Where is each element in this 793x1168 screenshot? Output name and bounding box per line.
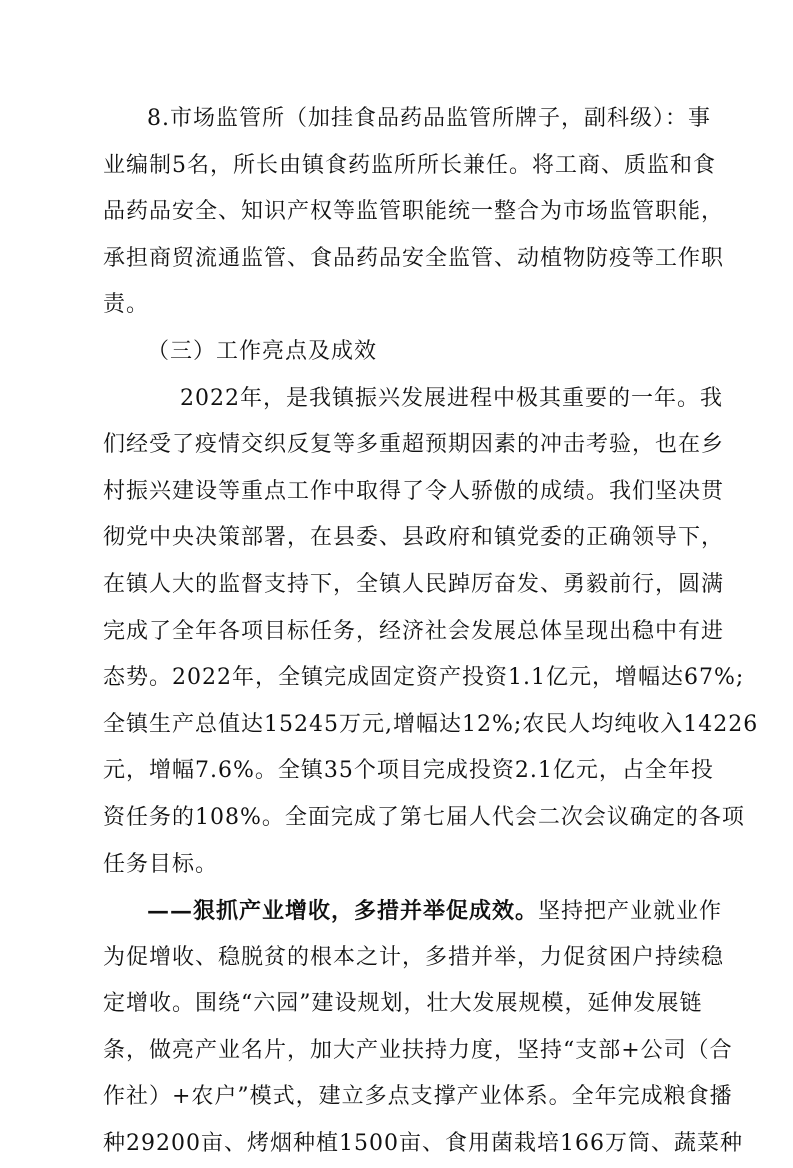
industry-line-1 <box>103 888 723 935</box>
industry-line-6: 种29200亩、烤烟种植1500亩、食用菌栽培166万筒、蔬菜种 <box>103 1131 743 1157</box>
summary-line-1: 2022年，是我镇振兴发展进程中极其重要的一年。我 <box>180 385 723 411</box>
summary-line-9: 元，增幅7.6%。全镇35个项目完成投资2.1亿元，占全年投 <box>103 758 714 784</box>
section8-line-1: 8.市场监管所（加挂食品药品监管所牌子，副科级）：事 <box>147 106 711 131</box>
industry-line-4: 条，做亮产业名片，加大产业扶持力度，坚持“支部+公司（合 <box>103 1037 733 1063</box>
industry-heading: ——狠抓产业增收，多措并举促成效。 <box>147 898 539 925</box>
summary-line-11: 任务目标。 <box>103 851 219 877</box>
summary-line-3: 村振兴建设等重点工作中取得了令人骄傲的成绩。我们坚决贯 <box>103 478 725 504</box>
summary-line-10: 资任务的108%。全面完成了第七届人代会二次会议确定的各项 <box>103 804 745 830</box>
industry-line-3: 定增收。围绕“六园”建设规划，壮大发展规模，延伸发展链 <box>103 991 703 1017</box>
summary-line-2: 们经受了疫情交织反复等多重超预期因素的冲击考验，也在乡 <box>103 432 725 458</box>
summary-line-6: 完成了全年各项目标任务，经济社会发展总体呈现出稳中有进 <box>103 618 725 644</box>
section8-line-5: 责。 <box>103 292 150 318</box>
summary-line-7: 态势。2022年，全镇完成固定资产投资1.1亿元，增幅达67%; <box>103 665 745 691</box>
section8-line-2: 业编制5名，所长由镇食药监所所长兼任。将工商、质监和食 <box>103 152 716 178</box>
summary-line-5: 在镇人大的监督支持下，全镇人民踔厉奋发、勇毅前行，圆满 <box>103 571 725 597</box>
summary-line-4: 彻党中央决策部署，在县委、县政府和镇党委的正确领导下， <box>103 525 725 551</box>
document-page <box>103 96 759 1168</box>
summary-line-8: 全镇生产总值达15245万元,增幅达12%;农民人均纯收入14226 <box>103 711 759 737</box>
industry-line-2: 为促增收、稳脱贫的根本之计，多措并举，力促贫困户持续稳 <box>103 944 725 970</box>
industry-line-5: 作社）+农户”模式，建立多点支撑产业体系。全年完成粮食播 <box>103 1084 733 1110</box>
section8-line-3: 品药品安全、知识产权等监管职能统一整合为市场监管职能， <box>103 199 725 225</box>
section-heading-3: （三）工作亮点及成效 <box>147 338 378 364</box>
industry-first-rest: 坚持把产业就业作 <box>538 899 723 925</box>
section8-line-4: 承担商贸流通监管、食品药品安全监管、动植物防疫等工作职 <box>103 245 725 271</box>
